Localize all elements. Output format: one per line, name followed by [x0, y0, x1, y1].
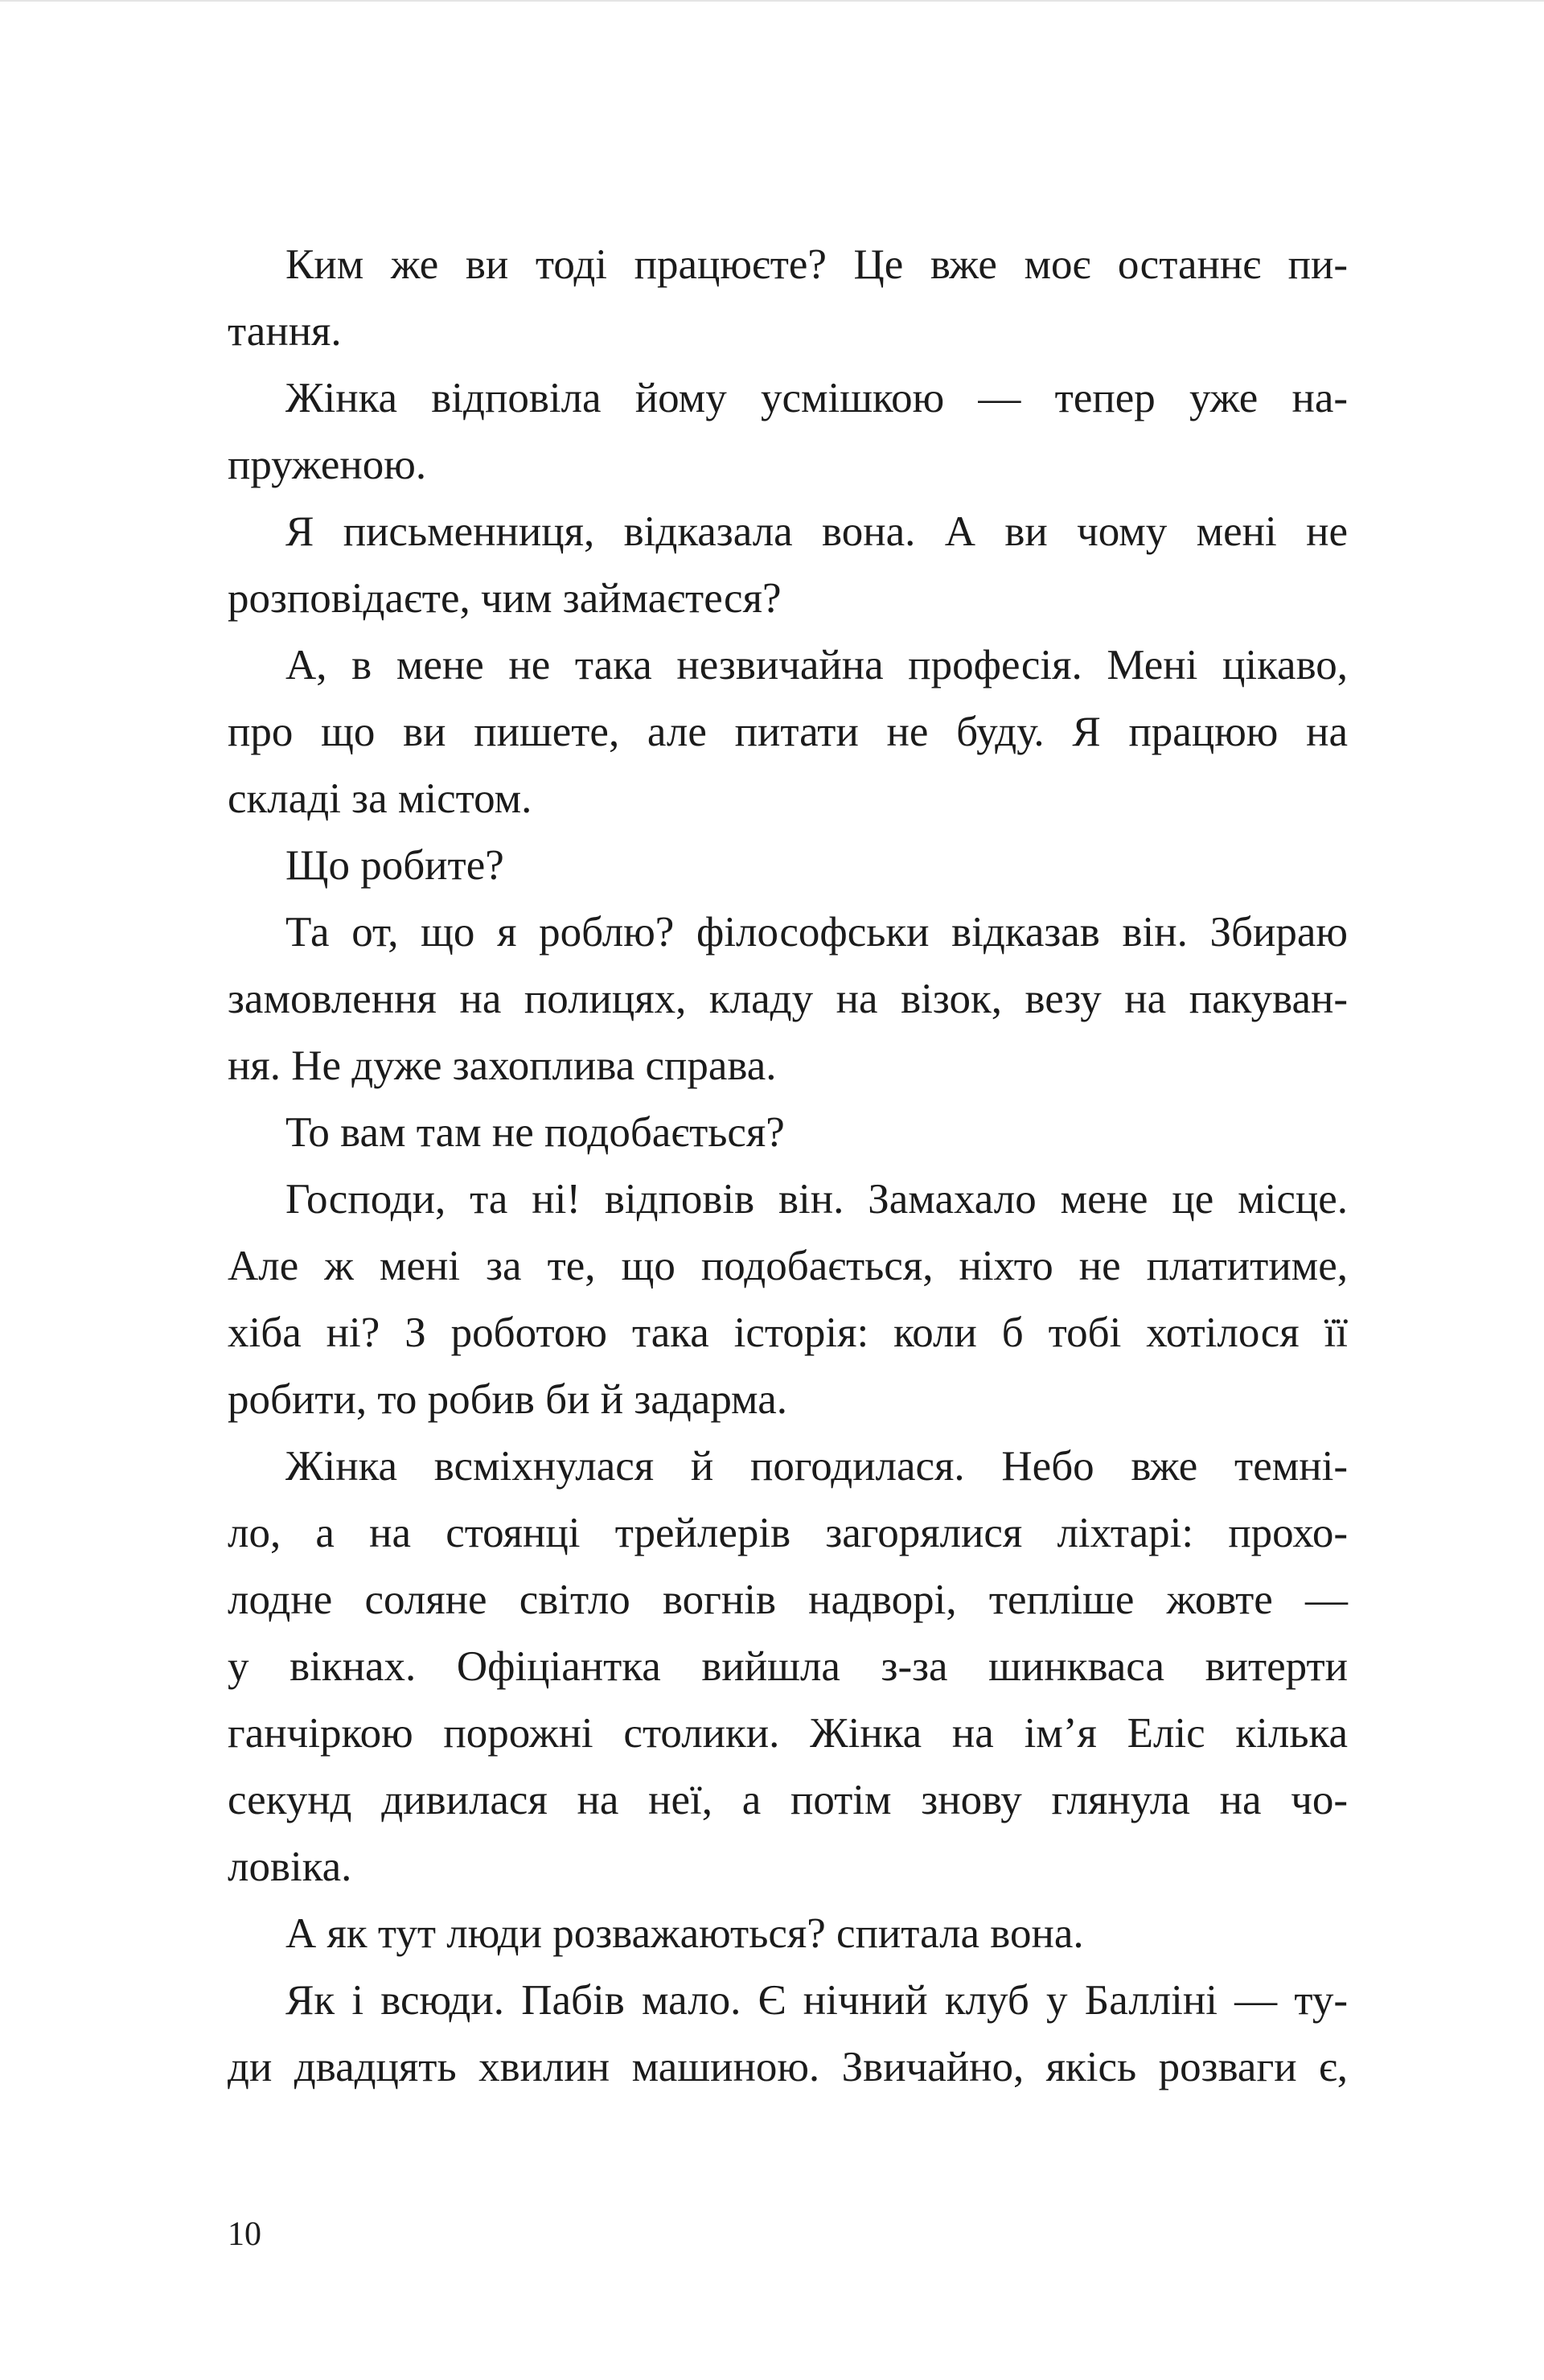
text-line: хіба ні? З роботою така історія: коли б тобі хотілося її: [228, 1309, 1348, 1356]
text-line: ганчіркою порожні столики. Жінка на ім’я Еліс кілька: [228, 1710, 1348, 1757]
text-line: Жінка відповіла йому усмішкою — тепер уже на-: [285, 375, 1348, 421]
paragraph: [228, 899, 1348, 1100]
paragraph: [228, 499, 1348, 632]
text-line: у вікнах. Офіціантка вийшла з-за шинкваса витерти: [228, 1643, 1348, 1690]
text-line: Що робите?: [285, 842, 504, 889]
paragraph: [228, 1901, 1348, 1967]
text-line: Як і всюди. Пабів мало. Є нічний клуб у Балліні — ту-: [285, 1977, 1348, 2024]
text-line: Ким же ви тоді працюєте? Це вже моє останнє пи-: [285, 241, 1348, 288]
text-line: тання.: [228, 308, 342, 355]
text-line: про що ви пишете, але питати не буду. Я працюю на: [228, 709, 1348, 755]
text-line: ловіка.: [228, 1844, 352, 1890]
paragraph: [228, 1166, 1348, 1433]
text-line: А, в мене не така незвичайна професія. Мені цікаво,: [285, 642, 1348, 689]
paragraph: [228, 632, 1348, 832]
paragraph: [228, 232, 1348, 365]
text-line: ди двадцять хвилин машиною. Звичайно, якісь розваги є,: [228, 2044, 1348, 2090]
paragraph: [228, 832, 1348, 899]
text-line: Господи, та ні! відповів він. Замахало мене це місце.: [285, 1176, 1348, 1223]
text-line: ня. Не дуже захоплива справа.: [228, 1042, 777, 1089]
text-line: секунд дивилася на неї, а потім знову глянула на чо-: [228, 1777, 1348, 1823]
paragraph: [228, 1967, 1348, 2101]
text-line: А як тут люди розважаються? спитала вона.: [285, 1910, 1084, 1957]
text-line: ло, а на стоянці трейлерів загорялися ліхтарі: прохо-: [228, 1510, 1348, 1556]
paragraph: [228, 365, 1348, 499]
paragraph: [228, 1100, 1348, 1166]
text-line: лодне соляне світло вогнів надворі, тепліше жовте —: [228, 1576, 1348, 1623]
text-line: розповідаєте, чим займаєтеся?: [228, 575, 782, 622]
text-line: пруженою.: [228, 442, 427, 488]
text-line: То вам там не подобається?: [285, 1109, 785, 1156]
text-line: Я письменниця, відказала вона. А ви чому мені не: [285, 508, 1348, 555]
text-line: робити, то робив би й задарма.: [228, 1376, 787, 1423]
text-line: замовлення на полицях, кладу на візок, везу на пакуван-: [228, 976, 1348, 1022]
text-line: складі за містом.: [228, 775, 532, 822]
body-text: [228, 232, 1348, 2101]
text-line: Та от, що я роблю? філософськи відказав він. Збираю: [285, 909, 1348, 956]
page-number: 10: [228, 2216, 261, 2253]
text-line: Жінка всміхнулася й погодилася. Небо вже темні-: [285, 1443, 1348, 1490]
text-line: Але ж мені за те, що подобається, ніхто не платитиме,: [228, 1243, 1348, 1289]
paragraph: [228, 1433, 1348, 1901]
